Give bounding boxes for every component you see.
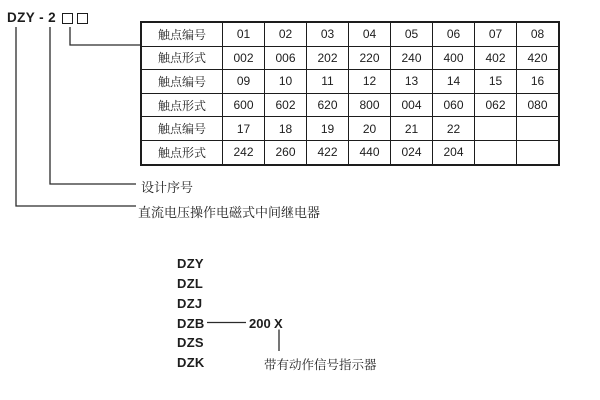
connector-design-serial: [50, 27, 136, 184]
table-cell: 10: [265, 70, 307, 94]
series-item-dzl: DZL: [177, 276, 204, 291]
table-cell: 400: [433, 46, 475, 70]
table-row: [141, 93, 559, 117]
dzb-suffix-x: X: [274, 316, 283, 331]
table-cell: 09: [223, 70, 265, 94]
row-label-cell: 触点编号: [141, 70, 223, 94]
table-cell: 04: [349, 22, 391, 46]
series-item-dzs: DZS: [177, 335, 204, 350]
table-cell: [475, 140, 517, 164]
table-cell: 006: [265, 46, 307, 70]
table-cell: 13: [391, 70, 433, 94]
table-cell: 204: [433, 140, 475, 164]
table-cell: [517, 140, 560, 164]
table-cell: 12: [349, 70, 391, 94]
table-cell: 06: [433, 22, 475, 46]
series-item-dzk: DZK: [177, 355, 205, 370]
table-cell: 01: [223, 22, 265, 46]
table-cell: [517, 117, 560, 141]
table-cell: 20: [349, 117, 391, 141]
row-label-cell: 触点编号: [141, 22, 223, 46]
table-cell: [475, 117, 517, 141]
table-cell: 004: [391, 93, 433, 117]
table-row: [141, 70, 559, 94]
table-cell: 18: [265, 117, 307, 141]
series-item-dzb: DZB: [177, 316, 205, 331]
row-label-cell: 触点形式: [141, 140, 223, 164]
table-cell: 062: [475, 93, 517, 117]
table-cell: 024: [391, 140, 433, 164]
table-cell: 620: [307, 93, 349, 117]
table-cell: 22: [433, 117, 475, 141]
table-cell: 15: [475, 70, 517, 94]
indicator-note-label: 带有动作信号指示器: [264, 358, 377, 372]
table-cell: 11: [307, 70, 349, 94]
table-cell: 800: [349, 93, 391, 117]
table-cell: 05: [391, 22, 433, 46]
connector-relay-description: [16, 27, 136, 206]
table-cell: 080: [517, 93, 560, 117]
table-cell: 14: [433, 70, 475, 94]
table-cell: 260: [265, 140, 307, 164]
table-row: [141, 117, 559, 141]
table-cell: 21: [391, 117, 433, 141]
table-cell: 19: [307, 117, 349, 141]
table-cell: 060: [433, 93, 475, 117]
table-cell: 420: [517, 46, 560, 70]
series-item-dzj: DZJ: [177, 296, 203, 311]
contact-code-table: [140, 21, 560, 166]
connector-contact-code: [70, 27, 140, 45]
table-cell: 08: [517, 22, 560, 46]
table-cell: 240: [391, 46, 433, 70]
table-cell: 602: [265, 93, 307, 117]
table-cell: 402: [475, 46, 517, 70]
table-cell: 600: [223, 93, 265, 117]
table-cell: 202: [307, 46, 349, 70]
table-cell: 220: [349, 46, 391, 70]
table-cell: 422: [307, 140, 349, 164]
row-label-cell: 触点形式: [141, 93, 223, 117]
row-label-cell: 触点编号: [141, 117, 223, 141]
table-row: [141, 140, 559, 164]
table-row: [141, 22, 559, 46]
design-serial-label: 设计序号: [141, 180, 194, 195]
series-item-dzy: DZY: [177, 256, 204, 271]
table-cell: 07: [475, 22, 517, 46]
relay-description-label: 直流电压操作电磁式中间继电器: [138, 205, 321, 220]
table-cell: 002: [223, 46, 265, 70]
table-cell: 440: [349, 140, 391, 164]
table-cell: 17: [223, 117, 265, 141]
model-prefix-text: DZY - 2: [7, 10, 57, 25]
dzb-code-text: 200: [249, 316, 271, 331]
row-label-cell: 触点形式: [141, 46, 223, 70]
table-cell: 03: [307, 22, 349, 46]
table-row: [141, 46, 559, 70]
table-cell: 02: [265, 22, 307, 46]
table-cell: 16: [517, 70, 560, 94]
table-cell: 242: [223, 140, 265, 164]
